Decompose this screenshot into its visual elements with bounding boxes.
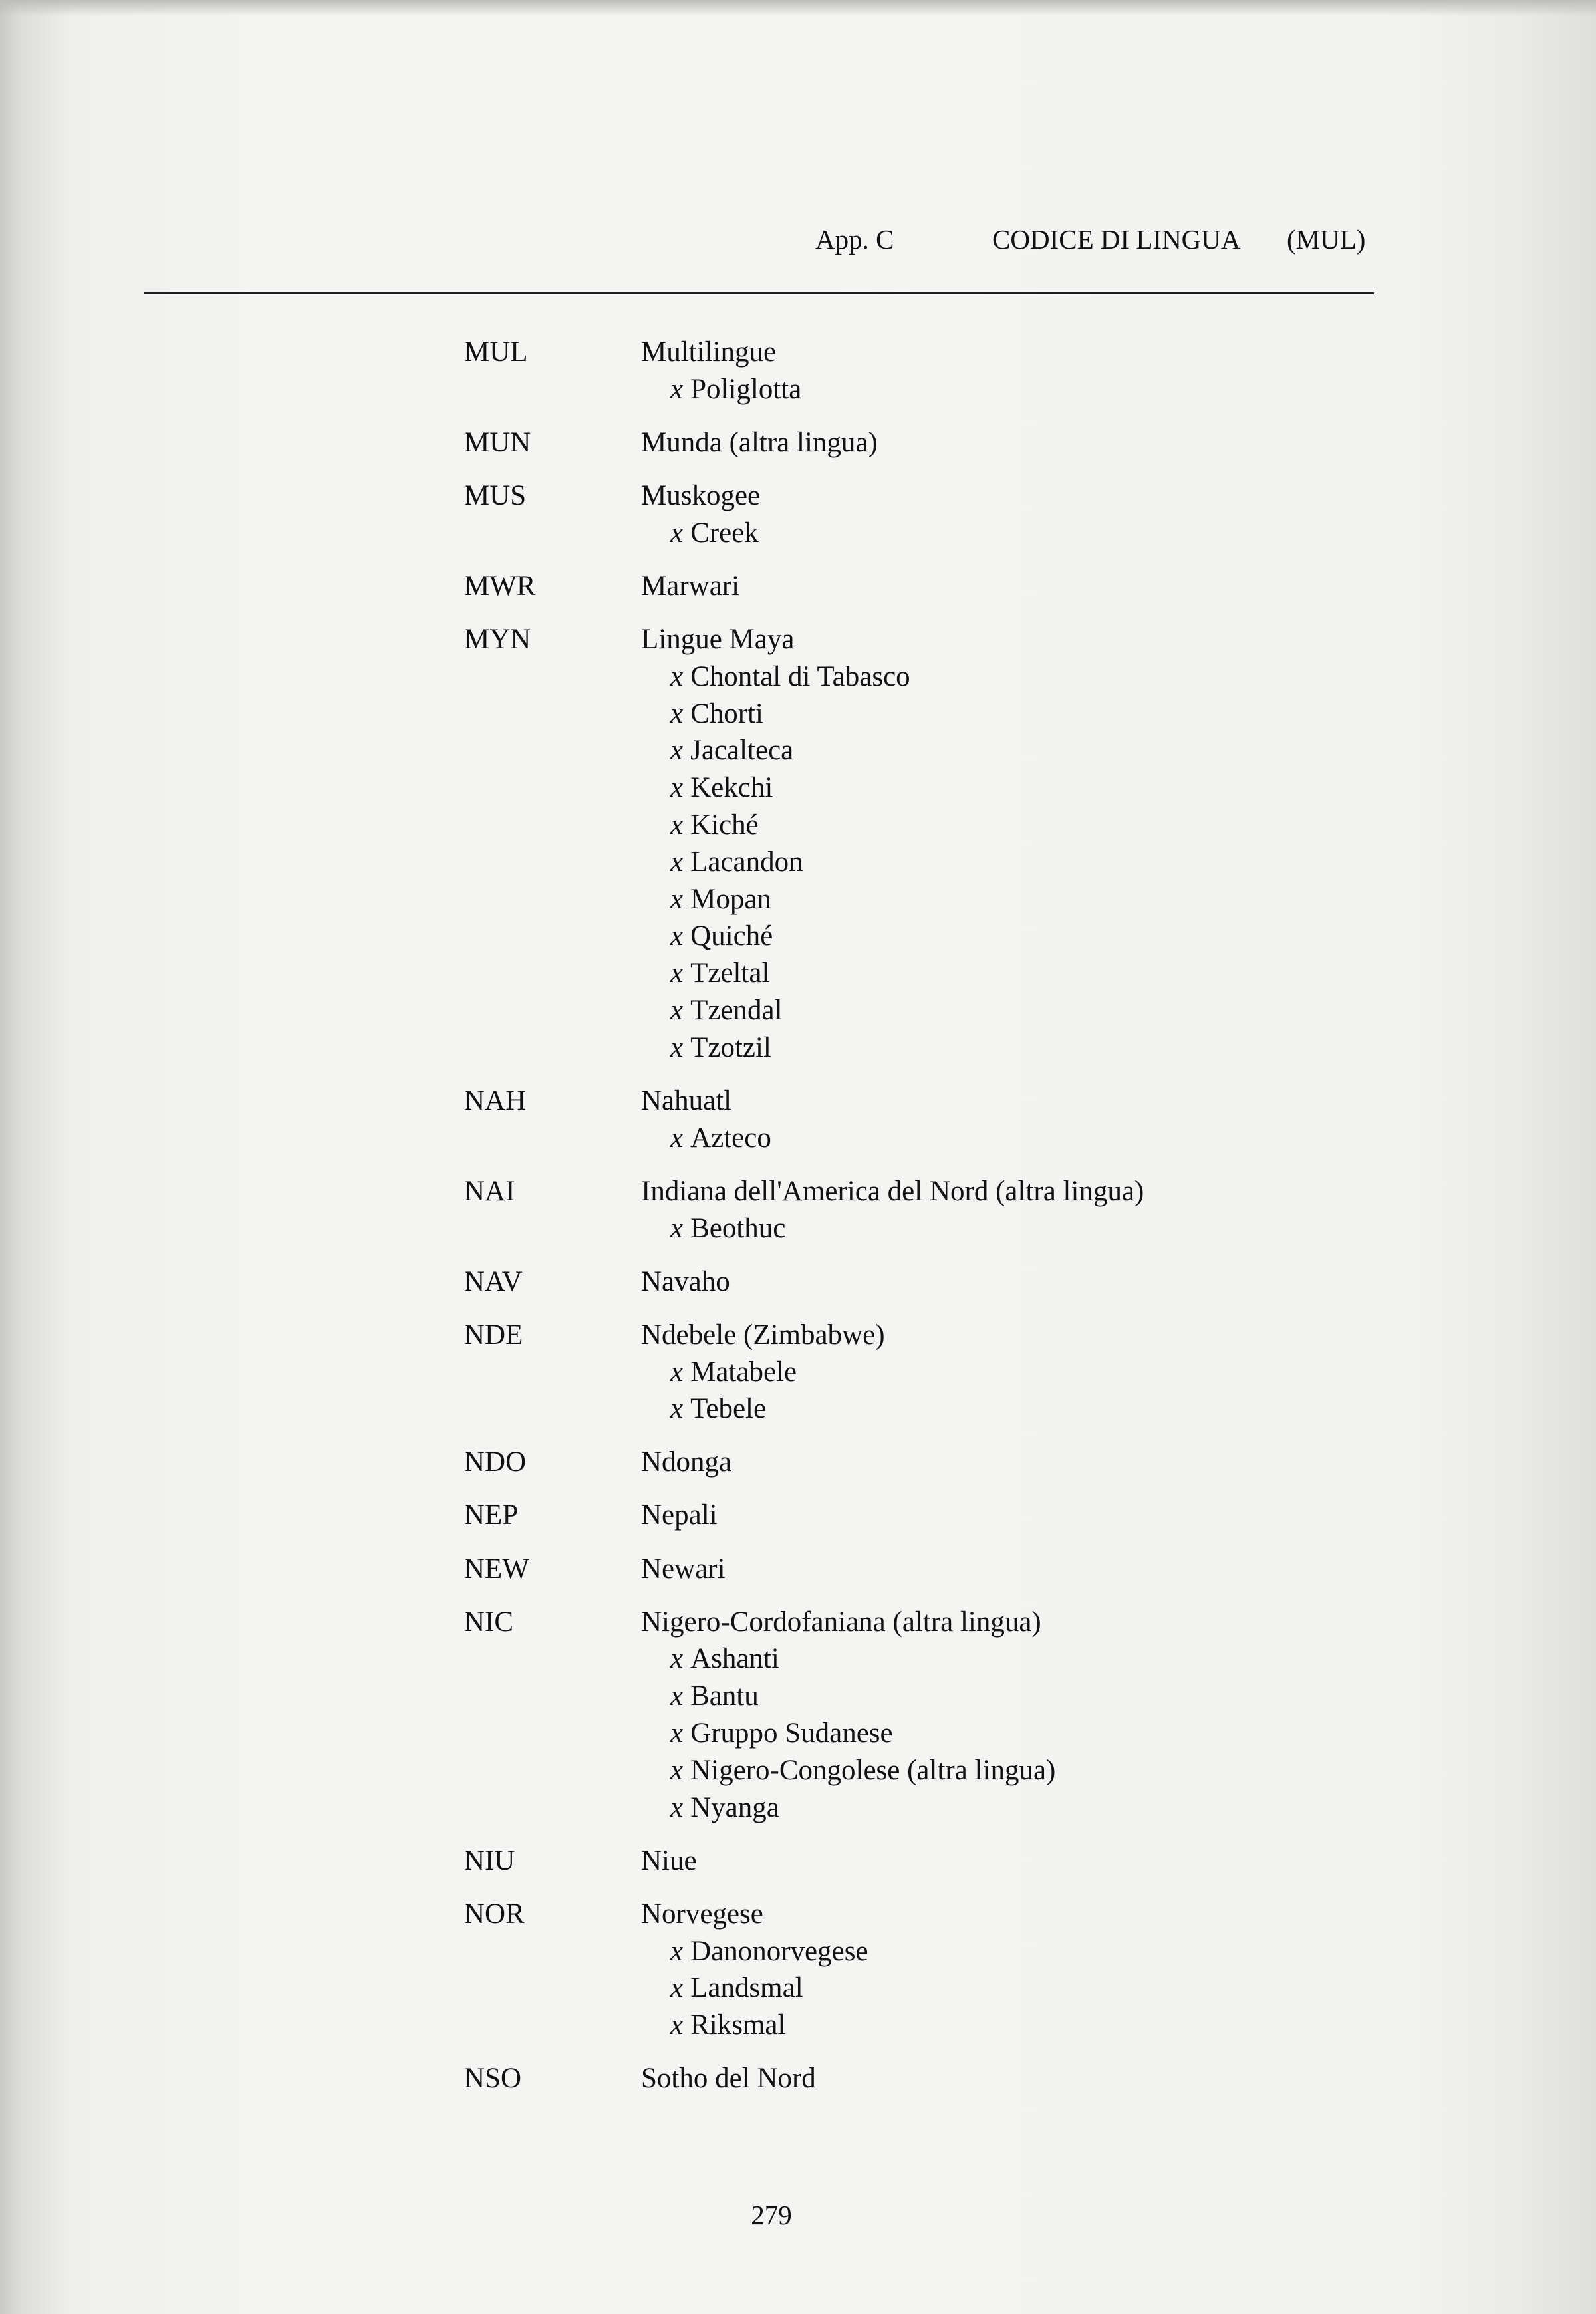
alternate-name bbox=[641, 1029, 1596, 1067]
language-name: Nahuatl bbox=[641, 1085, 732, 1116]
language-name: Sotho del Nord bbox=[641, 2063, 816, 2095]
language-code: NIU bbox=[464, 1845, 515, 1876]
see-from-marker: x bbox=[670, 1754, 684, 1786]
language-entry bbox=[0, 1551, 1596, 1588]
header-appendix: App. C bbox=[815, 224, 894, 255]
language-code: NEW bbox=[464, 1553, 529, 1585]
alternate-name bbox=[641, 2007, 1596, 2044]
alternate-name bbox=[641, 1970, 1596, 2007]
language-code: NAI bbox=[464, 1175, 515, 1207]
page-number: 279 bbox=[751, 2200, 792, 2230]
alternate-name-text: Azteco bbox=[690, 1122, 771, 1154]
alternate-name-text: Chontal di Tabasco bbox=[690, 660, 910, 692]
alternate-name bbox=[641, 1354, 1596, 1391]
language-names bbox=[641, 1083, 1596, 1157]
header-rule bbox=[144, 292, 1374, 294]
language-name: Newari bbox=[641, 1553, 726, 1585]
language-name: Indiana dell'America del Nord (altra lingua) bbox=[641, 1175, 1144, 1207]
see-from-marker: x bbox=[670, 772, 684, 804]
language-code: MYN bbox=[464, 623, 531, 655]
see-from-marker: x bbox=[670, 920, 684, 952]
alternate-name-text: Jacalteca bbox=[690, 735, 794, 767]
alternate-name bbox=[641, 1715, 1596, 1752]
alternate-name bbox=[641, 732, 1596, 769]
alternate-name-text: Landsmal bbox=[690, 1972, 803, 2004]
alternate-name bbox=[641, 918, 1596, 955]
alternate-name-text: Poliglotta bbox=[690, 373, 802, 405]
see-from-marker: x bbox=[670, 1356, 684, 1388]
language-name: Multilingue bbox=[641, 336, 777, 368]
language-names bbox=[641, 1843, 1596, 1880]
alternate-name-text: Gruppo Sudanese bbox=[690, 1718, 893, 1749]
language-name: Niue bbox=[641, 1845, 697, 1876]
language-code: NDE bbox=[464, 1319, 523, 1350]
language-name: Navaho bbox=[641, 1265, 730, 1297]
language-names bbox=[641, 1317, 1596, 1428]
see-from-marker: x bbox=[670, 883, 684, 915]
alternate-name-text: Riksmal bbox=[690, 2009, 786, 2041]
alternate-name-text: Tebele bbox=[690, 1393, 767, 1425]
language-entry bbox=[0, 1317, 1596, 1428]
alternate-name bbox=[641, 658, 1596, 696]
alternate-name bbox=[641, 1640, 1596, 1678]
alternate-name bbox=[641, 881, 1596, 918]
see-from-marker: x bbox=[670, 1643, 684, 1675]
alternate-name bbox=[641, 1933, 1596, 1970]
alternate-name-text: Chorti bbox=[690, 698, 763, 729]
running-header bbox=[0, 223, 1596, 263]
alternate-name bbox=[641, 1678, 1596, 1715]
language-entry bbox=[0, 424, 1596, 461]
see-from-marker: x bbox=[670, 1393, 684, 1425]
language-names bbox=[641, 334, 1596, 408]
header-code-range: (MUL) bbox=[1287, 224, 1366, 255]
language-name: Marwari bbox=[641, 570, 740, 602]
language-names bbox=[641, 1263, 1596, 1301]
language-entry bbox=[0, 1896, 1596, 2044]
alternate-name-text: Mopan bbox=[690, 883, 771, 915]
see-from-marker: x bbox=[670, 660, 684, 692]
language-code: NIC bbox=[464, 1606, 514, 1638]
page-number-container bbox=[0, 2199, 1596, 2231]
language-code: MUS bbox=[464, 479, 527, 511]
alternate-name-text: Bantu bbox=[690, 1680, 759, 1712]
language-names bbox=[641, 1497, 1596, 1534]
alternate-name-text: Tzotzil bbox=[690, 1031, 771, 1063]
alternate-name bbox=[641, 1789, 1596, 1827]
language-entry bbox=[0, 1083, 1596, 1157]
language-entry bbox=[0, 1444, 1596, 1481]
language-names bbox=[641, 1604, 1596, 1827]
language-entry bbox=[0, 1497, 1596, 1534]
language-names bbox=[641, 1173, 1596, 1247]
language-code: MUN bbox=[464, 426, 531, 458]
language-code: NAH bbox=[464, 1085, 527, 1116]
alternate-name bbox=[641, 696, 1596, 733]
language-names bbox=[641, 477, 1596, 552]
alternate-name bbox=[641, 955, 1596, 992]
language-name: Ndebele (Zimbabwe) bbox=[641, 1319, 885, 1350]
language-entry bbox=[0, 621, 1596, 1067]
language-entry bbox=[0, 1604, 1596, 1827]
language-name: Nigero-Cordofaniana (altra lingua) bbox=[641, 1606, 1041, 1638]
alternate-name-text: Creek bbox=[690, 517, 759, 549]
see-from-marker: x bbox=[670, 994, 684, 1026]
language-code: MUL bbox=[464, 336, 528, 368]
alternate-name bbox=[641, 769, 1596, 807]
language-names bbox=[641, 1551, 1596, 1588]
alternate-name-text: Nyanga bbox=[690, 1791, 779, 1823]
language-name: Norvegese bbox=[641, 1898, 763, 1930]
language-entry bbox=[0, 1263, 1596, 1301]
alternate-name-text: Ashanti bbox=[690, 1643, 779, 1675]
alternate-name bbox=[641, 371, 1596, 408]
see-from-marker: x bbox=[670, 1972, 684, 2004]
alternate-name bbox=[641, 1752, 1596, 1789]
alternate-name-text: Tzendal bbox=[690, 994, 783, 1026]
language-code: NEP bbox=[464, 1499, 519, 1531]
alternate-name-text: Matabele bbox=[690, 1356, 797, 1388]
language-entry bbox=[0, 568, 1596, 605]
header-title: CODICE DI LINGUA bbox=[992, 224, 1241, 255]
language-code: MWR bbox=[464, 570, 536, 602]
see-from-marker: x bbox=[670, 809, 684, 840]
language-entry bbox=[0, 1173, 1596, 1247]
alternate-name-text: Tzeltal bbox=[690, 958, 770, 989]
see-from-marker: x bbox=[670, 1718, 684, 1749]
alternate-name-text: Quiché bbox=[690, 920, 773, 952]
alternate-name-text: Lacandon bbox=[690, 846, 803, 878]
see-from-marker: x bbox=[670, 2009, 684, 2041]
language-entry bbox=[0, 2060, 1596, 2097]
language-name: Lingue Maya bbox=[641, 623, 795, 655]
see-from-marker: x bbox=[670, 1212, 684, 1244]
language-name: Nepali bbox=[641, 1499, 718, 1531]
page-edge-shadow bbox=[0, 0, 1596, 16]
alternate-name bbox=[641, 515, 1596, 552]
language-name: Munda (altra lingua) bbox=[641, 426, 878, 458]
language-entry bbox=[0, 1843, 1596, 1880]
language-names bbox=[641, 568, 1596, 605]
language-code-list bbox=[0, 334, 1596, 2113]
see-from-marker: x bbox=[670, 517, 684, 549]
alternate-name bbox=[641, 992, 1596, 1029]
language-names bbox=[641, 621, 1596, 1067]
language-names bbox=[641, 1896, 1596, 2044]
language-code: NDO bbox=[464, 1446, 527, 1478]
language-code: NAV bbox=[464, 1265, 523, 1297]
alternate-name-text: Beothuc bbox=[690, 1212, 786, 1244]
see-from-marker: x bbox=[670, 373, 684, 405]
language-entry bbox=[0, 477, 1596, 552]
see-from-marker: x bbox=[670, 1935, 684, 1967]
language-name: Muskogee bbox=[641, 479, 761, 511]
language-entry bbox=[0, 334, 1596, 408]
language-code: NOR bbox=[464, 1898, 525, 1930]
see-from-marker: x bbox=[670, 735, 684, 767]
alternate-name bbox=[641, 844, 1596, 881]
alternate-name bbox=[641, 1120, 1596, 1157]
see-from-marker: x bbox=[670, 1122, 684, 1154]
language-names bbox=[641, 1444, 1596, 1481]
see-from-marker: x bbox=[670, 958, 684, 989]
see-from-marker: x bbox=[670, 698, 684, 729]
see-from-marker: x bbox=[670, 1031, 684, 1063]
see-from-marker: x bbox=[670, 1680, 684, 1712]
alternate-name bbox=[641, 1390, 1596, 1428]
alternate-name bbox=[641, 807, 1596, 844]
alternate-name-text: Nigero-Congolese (altra lingua) bbox=[690, 1754, 1056, 1786]
language-code: NSO bbox=[464, 2063, 522, 2095]
language-name: Ndonga bbox=[641, 1446, 732, 1478]
language-names bbox=[641, 2060, 1596, 2097]
see-from-marker: x bbox=[670, 1791, 684, 1823]
see-from-marker: x bbox=[670, 846, 684, 878]
language-names bbox=[641, 424, 1596, 461]
alternate-name-text: Danonorvegese bbox=[690, 1935, 868, 1967]
alternate-name-text: Kiché bbox=[690, 809, 759, 840]
alternate-name-text: Kekchi bbox=[690, 772, 773, 804]
alternate-name bbox=[641, 1210, 1596, 1247]
